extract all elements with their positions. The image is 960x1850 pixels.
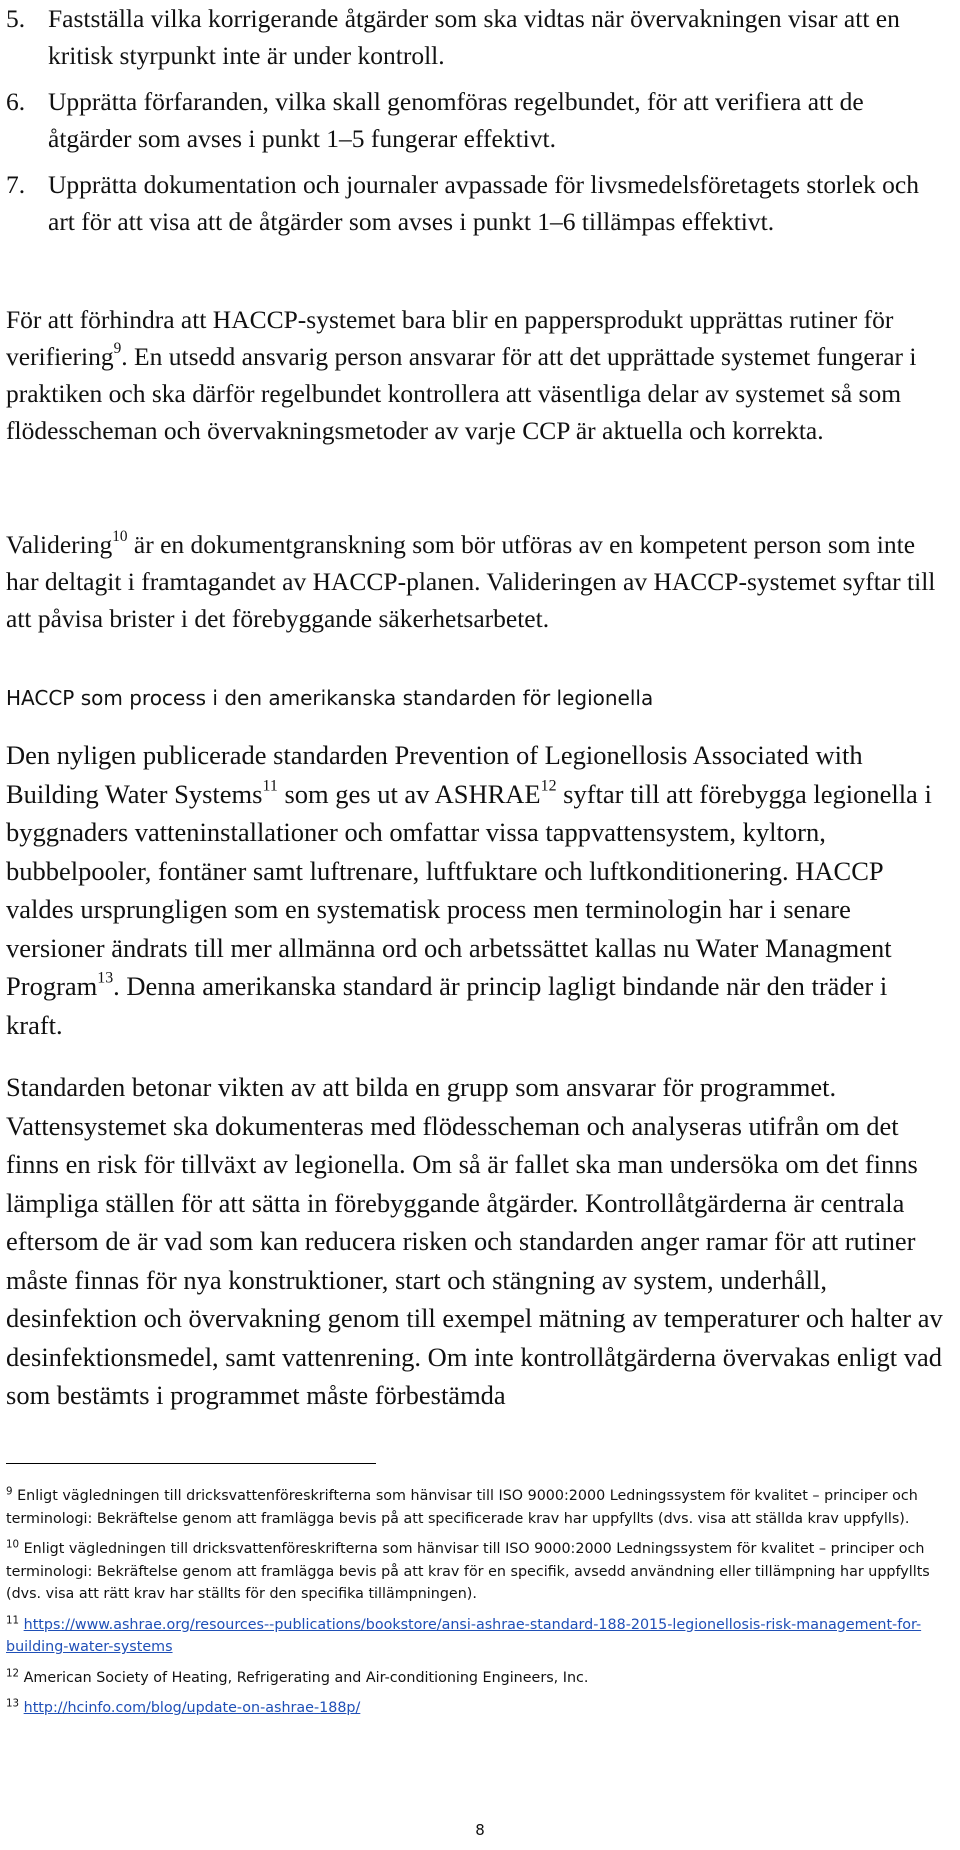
list-item-text: Upprätta förfaranden, vilka skall genomföras regelbundet, för att verifiera att de åtgärder som avses i punkt 1–5 fungerar effektivt. bbox=[48, 87, 864, 153]
footnote-separator bbox=[6, 1463, 376, 1464]
footnote-item bbox=[6, 1485, 946, 1530]
paragraph-standard bbox=[6, 736, 946, 1044]
paragraph-text: . En utsedd ansvarig person ansvarar för att det upprättade systemet fungerar i praktiken och ska därför regelbundet kontrollera att väsentliga delar av systemet så som flödesscheman och övervakningsmetoder av varje CCP är aktuella och korrekta. bbox=[6, 342, 917, 445]
list-item-number: 5. bbox=[6, 4, 26, 33]
footnotes bbox=[6, 1485, 946, 1720]
paragraph-text: För att förhindra att HACCP-systemet bara blir en pappersprodukt upprättas rutiner för verifiering bbox=[6, 305, 894, 371]
footnote-link[interactable]: https://www.ashrae.org/resources--publications/bookstore/ansi-ashrae-standard-188-2015-legionellosis-risk-management-for-building-water-systems bbox=[6, 1616, 922, 1655]
paragraph-text: syftar till att förebygga legionella i byggnaders vatteninstallationer och omfattar vissa tappvattensystem, kyltorn, bubbelpooler, fontäner samt luftrenare, luftfuktare och luftkonditionering. HACCP valdes ursprungligen som en systematisk process men terminologin har i senare versioner ändrats till mer allmänna ord och arbetssättet kallas nu Water Managment Program bbox=[6, 778, 932, 1001]
list-item-number: 7. bbox=[6, 170, 26, 199]
numbered-list bbox=[6, 0, 946, 240]
paragraph-verification bbox=[6, 301, 946, 449]
footnote-item bbox=[6, 1697, 946, 1720]
paragraph-text: är en dokumentgranskning som bör utföras av en kompetent person som inte har deltagit i framtagandet av HACCP-planen. Valideringen av HACCP-systemet syftar till att påvisa brister i det förebyggande säkerhetsarbetet. bbox=[6, 530, 936, 633]
list-item bbox=[6, 166, 946, 240]
footnote-number: 13 bbox=[6, 1697, 20, 1710]
footnote-number: 10 bbox=[6, 1538, 20, 1551]
footnote-number: 11 bbox=[6, 1613, 20, 1626]
footnote-ref: 11 bbox=[262, 776, 278, 794]
footnote-ref: 10 bbox=[112, 527, 128, 545]
footnote-ref: 9 bbox=[113, 339, 122, 357]
footnote-item bbox=[6, 1667, 946, 1690]
footnote-text: Enligt vägledningen till dricksvattenföreskrifterna som hänvisar till ISO 9000:2000 Ledningssystem för kvalitet – principer och terminologi: Bekräftelse genom att framlägga bevis på att specificerade krav har uppfyllts (dvs. visa att ställda krav uppfylls). bbox=[6, 1488, 918, 1527]
section-heading: HACCP som process i den amerikanska standarden för legionella bbox=[6, 686, 654, 710]
paragraph-text: Validering bbox=[6, 530, 113, 559]
list-item bbox=[6, 0, 946, 74]
footnote-item bbox=[6, 1538, 946, 1606]
footnote-ref: 12 bbox=[540, 776, 557, 794]
footnote-link[interactable]: http://hcinfo.com/blog/update-on-ashrae-188p/ bbox=[23, 1700, 361, 1716]
paragraph-validation bbox=[6, 526, 946, 637]
list-item bbox=[6, 83, 946, 157]
list-item-text: Fastställa vilka korrigerande åtgärder som ska vidtas när övervakningen visar att en kritisk styrpunkt inte är under kontroll. bbox=[48, 4, 900, 70]
footnote-text: American Society of Heating, Refrigerating and Air-conditioning Engineers, Inc. bbox=[23, 1669, 589, 1686]
footnote-text: Enligt vägledningen till dricksvattenföreskrifterna som hänvisar till ISO 9000:2000 Ledningssystem för kvalitet – principer och terminologi: Bekräftelse genom att framlägga bevis på att krav för en specifik, avsedd användning eller tillämpning har uppfyllts (dvs. visa att rätt krav har ställts för den specifika tillämpningen). bbox=[6, 1541, 930, 1602]
footnote-number: 12 bbox=[6, 1666, 20, 1679]
list-item-number: 6. bbox=[6, 87, 26, 116]
paragraph-team: Standarden betonar vikten av att bilda en grupp som ansvarar för programmet. Vattensystemet ska dokumenteras med flödesscheman och analyseras utifrån om det finns en risk för tillväxt av legionella. Om så är fallet ska man undersöka om det finns lämpliga ställen för att sätta in förebyggande åtgärder. Kontrollåtgärderna är centrala eftersom de är vad som kan reducera risken och standarden anger ramar för att rutiner måste finnas för nya konstruktioner, start och stängning av system, underhåll, desinfektion och övervakning genom till exempel mätning av temperaturer och halter av desinfektionsmedel, samt vattenrening. Om inte kontrollåtgärderna övervakas enligt vad som bestämts i programmet måste förbestämda bbox=[6, 1072, 943, 1410]
paragraph-text: . Denna amerikanska standard är princip lagligt bindande när den träder i kraft. bbox=[6, 971, 888, 1040]
footnote-item bbox=[6, 1614, 946, 1659]
paragraph-text: Den nyligen publicerade standarden Prevention of Legionellosis Associated with Building Water Systems bbox=[6, 740, 863, 809]
page-number: 8 bbox=[475, 1821, 485, 1839]
footnote-number: 9 bbox=[6, 1485, 13, 1498]
footnote-ref: 13 bbox=[97, 969, 114, 987]
paragraph-text: som ges ut av ASHRAE bbox=[277, 778, 541, 809]
list-item-text: Upprätta dokumentation och journaler avpassade för livsmedelsföretagets storlek och art för att visa att de åtgärder som avses i punkt 1–6 tillämpas effektivt. bbox=[48, 170, 919, 236]
